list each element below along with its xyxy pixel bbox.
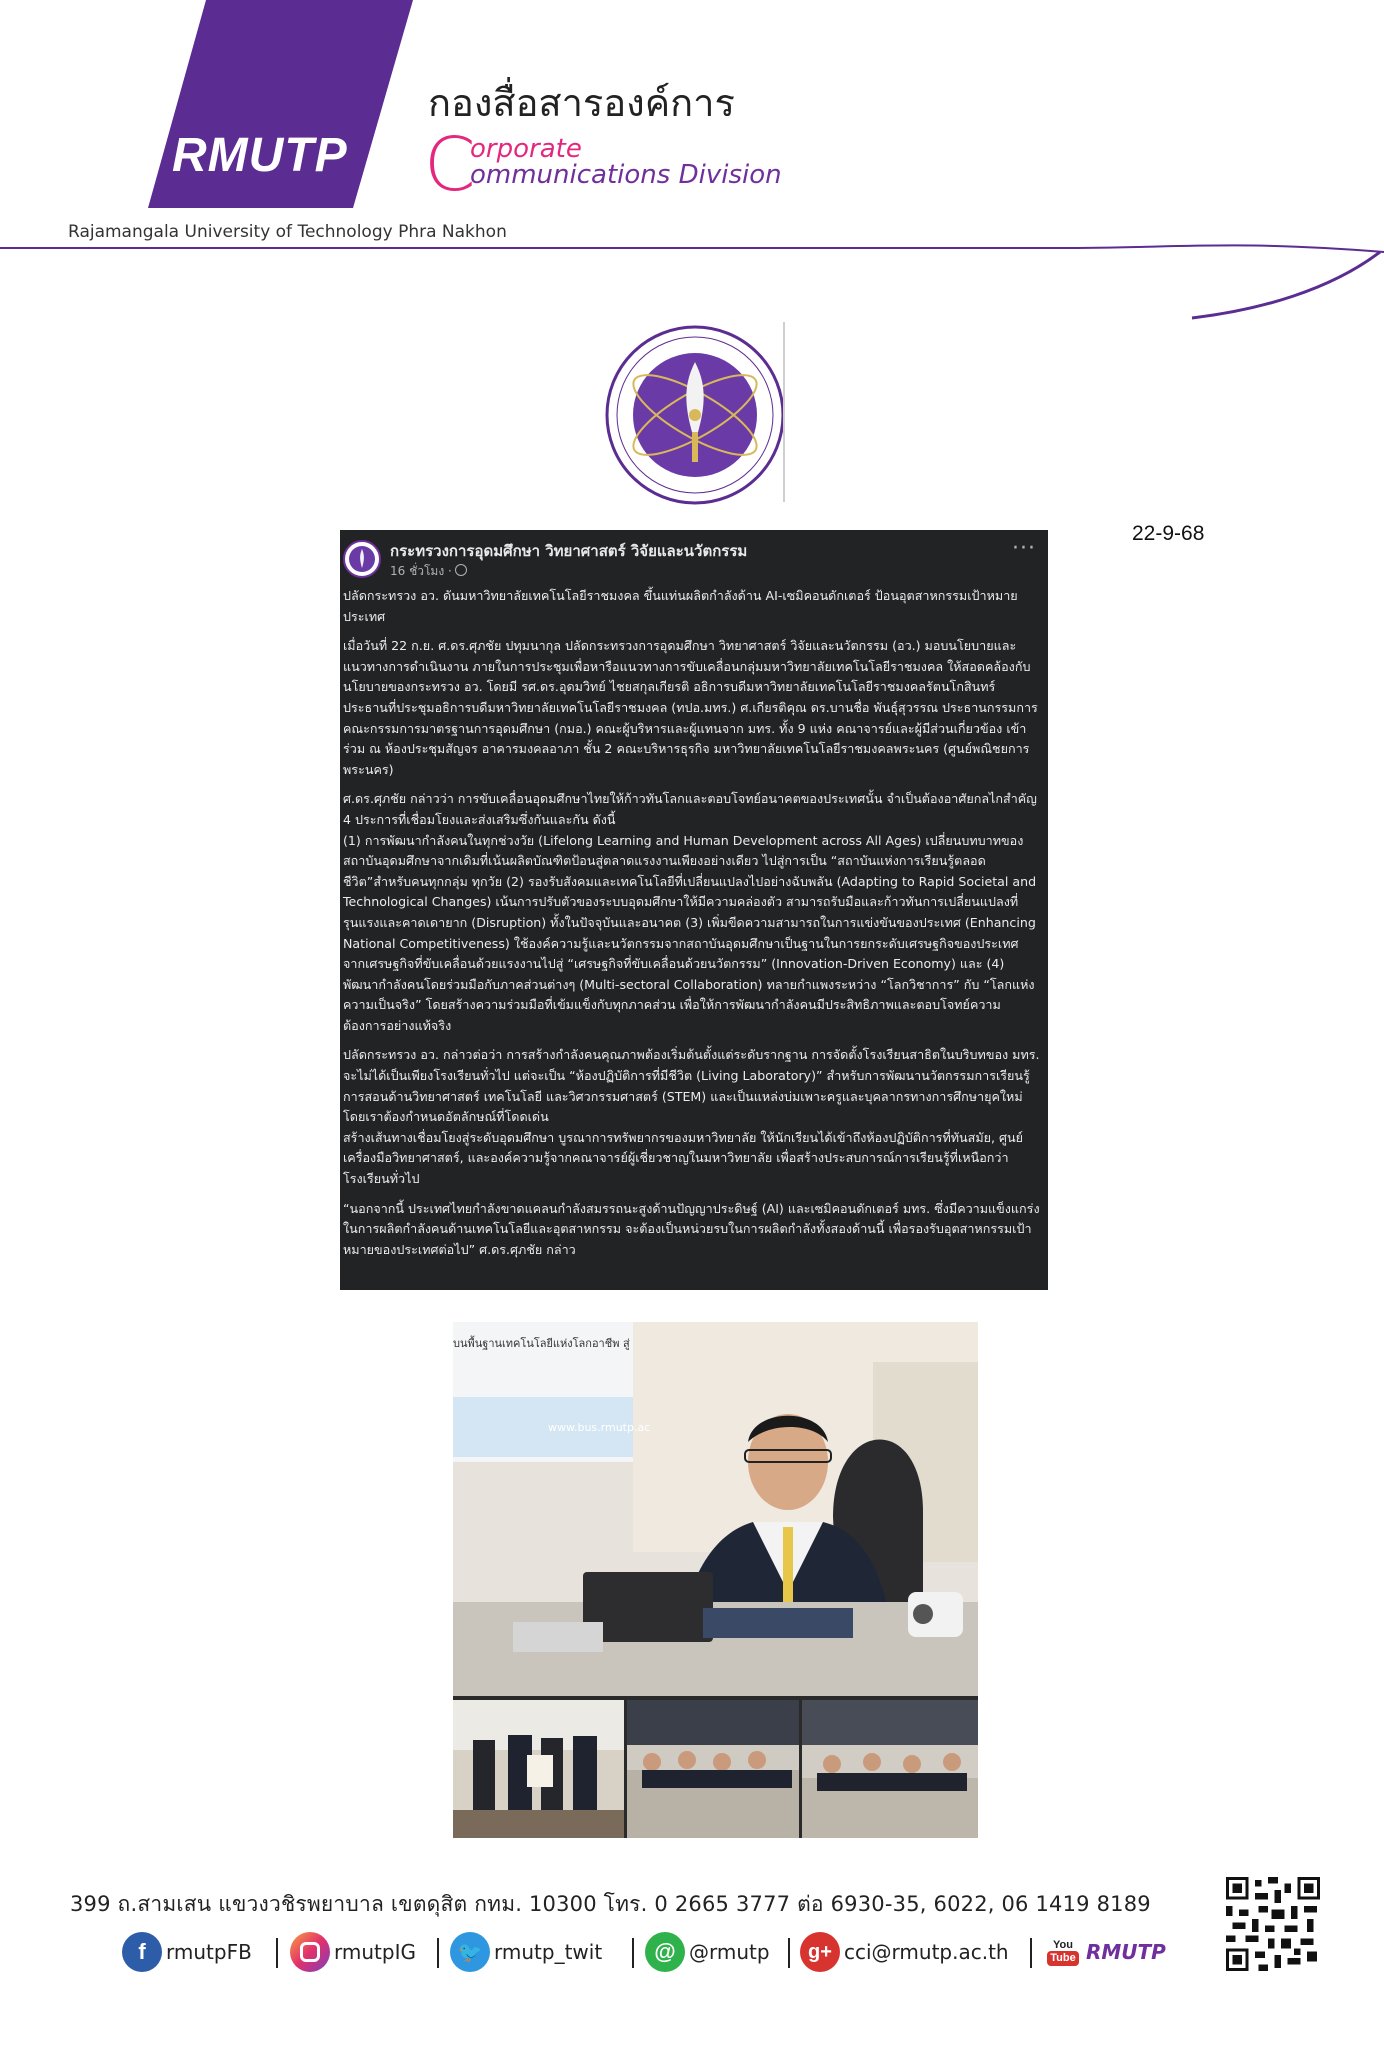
post-paragraph-3: (1) การพัฒนากำลังคนในทุกช่วงวัย (Lifelong Learning and Human Development across All Ages) เปลี่ยนบทบาทของสถาบันอุดมศึกษาจากเดิมที่เน้นผลิตบัณฑิตป้อนสู่ตลาดแรงงานเพียงอย่างเดียว ไปสู่การเป็น “สถาบันแห่งการเรียนรู้ตลอดชีวิต”สำหรับคนทุกกลุ่ม ทุกวัย (2) รองรับสังคมและเทคโนโลยีที่เปลี่ยนแปลงไปอย่างฉับพลัน (Adapting to Rapid Societal and Technological Changes) เน้นการปรับตัวของระบบอุดมศึกษาให้มีความคล่องตัว สามารถรับมือและก้าวทันการเปลี่ยนแปลงที่รุนแรงและคาดเดายาก (Disruption) ทั้งในปัจจุบันและอนาคต (3) เพิ่มขีดความสามารถในการแข่งขันของประเทศ (Enhancing National Competitiveness) ใช้องค์ความรู้และนวัตกรรมจากสถาบันอุดมศึกษาเป็นฐานในการยกระดับเศรษฐกิจของประเทศ จากเศรษฐกิจที่ขับเคลื่อนด้วยแรงงานไปสู่ “เศรษฐกิจที่ขับเคลื่อนด้วยนวัตกรรม” (Innovation-Driven Economy) และ (4) พัฒนากำลังคนโดยร่วมมือกับภาคส่วนต่างๆ (Multi-sectoral Collaboration) ทลายกำแพงระหว่าง “โลกวิชาการ” กับ “โลกแห่งความเป็นจริง” โดยสร้างความร่วมมือที่เข้มแข็งกับทุกภาคส่วน เพื่อให้การพัฒนากำลังคนมีประสิทธิภาพและตอบโจทย์ความต้องการอย่างแท้จริง <box>343 832 1037 1033</box>
post-headline: ปลัดกระทรวง อว. ดันมหาวิทยาลัยเทคโนโลยีราชมงคล ขึ้นแท่นผลิตกำลังด้าน AI-เซมิคอนดักเตอร์ ป้อนอุตสาหกรรมเป้าหมายประเทศ <box>343 588 1018 624</box>
banner-url: www.bus.rmutp.ac <box>548 1421 651 1434</box>
separator <box>788 1938 790 1968</box>
page-avatar[interactable] <box>343 540 381 578</box>
dept-name-thai: กองสื่อสารองค์การ <box>428 81 735 125</box>
google-plus-icon: g+ <box>800 1932 840 1972</box>
post-paragraph-6: “นอกจากนี้ ประเทศไทยกำลังขาดแคลนกำลังสมรรถนะสูงด้านปัญญาประดิษฐ์ (AI) และเซมิคอนดักเตอร์ มทร. ซึ่งมีความแข็งแกร่งในการผลิตกำลังคนด้านเทคโนโลยีและอุตสาหกรรม จะต้องเป็นหน่วยรบในการผลิตกำลังทั้งสองด้านนี้ เพื่อรองรับอุตสาหกรรมเป้าหมายของประเทศต่อไป” ศ.ดร.ศุภชัย กล่าว <box>343 1200 1040 1257</box>
youtube-tube: Tube <box>1047 1951 1078 1966</box>
post-paragraph-4: ปลัดกระทรวง อว. กล่าวต่อว่า การสร้างกำลังคนคุณภาพต้องเริ่มต้นตั้งแต่ระดับรากฐาน การจัดตั้งโรงเรียนสาธิตในบริบทของ มทร. จะไม่ได้เป็นเพียงโรงเรียนทั่วไป แต่จะเป็น “ห้องปฏิบัติการที่มีชีวิต (Living Laboratory)” สำหรับการพัฒนานวัตกรรมการเรียนรู้การสอนด้านวิทยาศาสตร์ เทคโนโลยี และวิศวกรรมศาสตร์ (STEM) และเป็นแหล่งบ่มเพาะครูและบุคลากรทางการศึกษายุคใหม่ โดยเราต้องกำหนดอัตลักษณ์ที่โดดเด่น <box>343 1047 1040 1125</box>
seal-divider <box>783 322 785 502</box>
dept-name-en-line1: orporate <box>470 134 582 164</box>
header-divider-curve <box>0 230 1384 330</box>
separator <box>276 1938 278 1968</box>
youtube-icon <box>1044 1933 1082 1971</box>
contact-address: 399 ถ.สามเสน แขวงวชิรพยาบาล เขตดุสิต กทม. 10300 โทร. 0 2665 3777 ต่อ 6930-35, 6022, 06 1419 8189 <box>70 1892 1151 1916</box>
facebook-post <box>340 530 1048 1290</box>
rmutp-logo-text: RMUTP <box>172 129 348 182</box>
document-date: 22-9-68 <box>1132 522 1205 545</box>
instagram-link[interactable] <box>290 1930 416 1974</box>
line-handle: @rmutp <box>689 1940 770 1964</box>
facebook-link[interactable] <box>122 1930 252 1974</box>
dept-name-en-line2: ommunications Division <box>470 160 782 190</box>
youtube-link[interactable] <box>1044 1930 1166 1974</box>
twitter-link[interactable] <box>450 1930 602 1974</box>
university-name: Rajamangala University of Technology Phra Nakhon <box>68 222 507 242</box>
instagram-icon <box>290 1932 330 1972</box>
separator <box>1030 1938 1032 1968</box>
instagram-handle: rmutpIG <box>334 1940 416 1964</box>
thumbnail-photo-2 <box>627 1700 799 1838</box>
line-icon: @ <box>645 1932 685 1972</box>
main-photo <box>453 1322 978 1696</box>
post-paragraph-2: ศ.ดร.ศุภชัย กล่าวว่า การขับเคลื่อนอุดมศึกษาไทยให้ก้าวทันโลกและตอบโจทย์อนาคตของประเทศนั้น จำเป็นต้องอาศัยกลไกสำคัญ 4 ประการที่เชื่อมโยงและส่งเสริมซึ่งกันและกัน ดังนี้ <box>343 791 1037 827</box>
qr-code-icon[interactable] <box>1226 1877 1320 1971</box>
globe-icon <box>455 564 467 576</box>
post-paragraph-5: สร้างเส้นทางเชื่อมโยงสู่ระดับอุดมศึกษา บูรณาการทรัพยากรของมหาวิทยาลัย ให้นักเรียนได้เข้าถึงห้องปฏิบัติการที่ทันสมัย, ศูนย์เครื่องมือวิทยาศาสตร์, และองค์ความรู้จากคณาจารย์ผู้เชี่ยวชาญในมหาวิทยาลัย เพื่อสร้างประสบการณ์การเรียนรู้ที่เหนือกว่าโรงเรียนทั่วไป <box>343 1129 1024 1187</box>
twitter-handle: rmutp_twit <box>494 1940 603 1964</box>
more-options-icon[interactable]: ··· <box>1012 536 1036 561</box>
banner-text: บนพื้นฐานเทคโนโลยีแห่งโลกอาชีพ สู่ <box>453 1337 630 1350</box>
youtube-channel: RMUTP <box>1086 1940 1166 1964</box>
email-address: cci@rmutp.ac.th <box>844 1940 1009 1964</box>
post-paragraph-1: เมื่อวันที่ 22 ก.ย. ศ.ดร.ศุภชัย ปทุมนากุล ปลัดกระทรวงการอุดมศึกษา วิทยาศาสตร์ วิจัยและนวัตกรรม (อว.) มอบนโยบายและแนวทางการดำเนินงาน ภายในการประชุมเพื่อหารือแนวทางการขับเคลื่อนกลุ่มมหาวิทยาลัยเทคโนโลยีราชมงคล ให้สอดคล้องกับนโยบายของกระทรวง อว. โดยมี รศ.ดร.อุดมวิทย์ ไชยสกุลเกียรติ อธิการบดีมหาวิทยาลัยเทคโนโลยีราชมงคลรัตนโกสินทร์ ประธานที่ประชุมอธิการบดีมหาวิทยาลัยเทคโนโลยีราชมงคล (ทปอ.มทร.) ศ.เกียรติคุณ ดร.บานชื่อ พันธุ์สุวรรณ ประธานกรรมการคณะกรรมการมาตรฐานการอุดมศึกษา (กมอ.) คณะผู้บริหารและผู้แทนจาก มทร. ทั้ง 9 แห่ง คณาจารย์และผู้มีส่วนเกี่ยวข้อง เข้าร่วม ณ ห้องประชุมสัญจร อาคารมงคลอาภา ชั้น 2 คณะบริหารธุรกิจ มหาวิทยาลัยเทคโนโลยีราชมงคลพระนคร (ศูนย์พณิชยการพระนคร) <box>343 638 1038 777</box>
post-body <box>343 586 1043 1269</box>
thumbnail-photo-1 <box>453 1700 624 1838</box>
twitter-icon: 🐦 <box>450 1932 490 1972</box>
photo-collage <box>453 1322 978 1838</box>
thumbnail-photo-3 <box>802 1700 978 1838</box>
facebook-handle: rmutpFB <box>166 1940 252 1964</box>
dept-name-initial: C <box>424 122 476 208</box>
page-name[interactable]: กระทรวงการอุดมศึกษา วิทยาศาสตร์ วิจัยและนวัตกรรม <box>390 542 748 560</box>
post-time-label: 16 ชั่วโมง · <box>390 564 452 578</box>
facebook-icon: f <box>122 1932 162 1972</box>
email-link[interactable] <box>800 1930 1009 1974</box>
separator <box>437 1938 439 1968</box>
line-link[interactable] <box>645 1930 770 1974</box>
separator <box>632 1938 634 1968</box>
ministry-seal-icon <box>345 542 379 576</box>
ministry-seal-icon <box>600 322 790 508</box>
youtube-you: You <box>1053 1938 1073 1951</box>
post-time <box>390 562 467 581</box>
